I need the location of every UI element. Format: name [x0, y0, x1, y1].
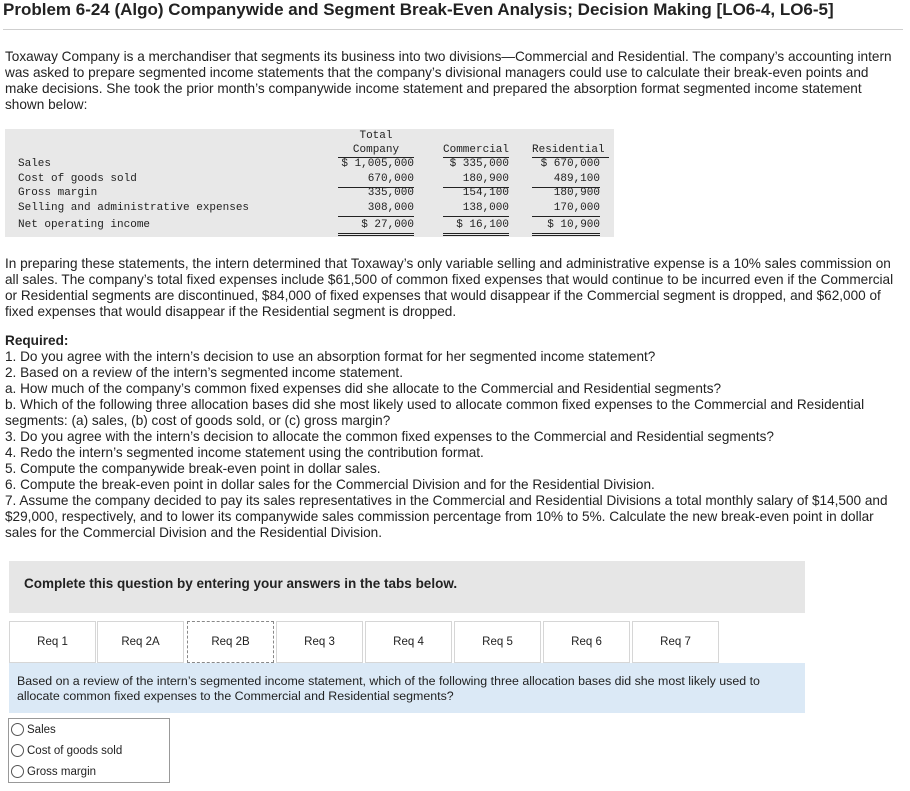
row-cogs-label: Cost of goods sold — [18, 173, 137, 185]
required-heading: Required: — [5, 333, 69, 348]
row-noi-residential: $ 10,900 — [547, 219, 600, 231]
option-gross-margin[interactable] — [11, 762, 96, 782]
question-text: Based on a review of the intern’s segmented income statement, which of the following three allocation bases did she most likely used to allocate common fixed expenses to the Commercial and Residential segments? — [17, 674, 760, 703]
required-item-2a: a. How much of the company’s common fixed expenses did she allocate to the Commercial and Residential segments? — [5, 381, 722, 396]
row-gross-margin-total: 335,000 — [367, 187, 414, 199]
option-cost-of-goods-sold[interactable] — [11, 741, 122, 761]
radio-circle-icon[interactable] — [11, 723, 24, 736]
tab-req-5[interactable]: Req 5 — [454, 621, 541, 663]
header-residential: Residential — [532, 144, 605, 156]
row-cogs-total: 670,000 — [367, 173, 414, 185]
row-sga-residential: 170,000 — [553, 202, 600, 214]
option-sales-label: Sales — [27, 724, 56, 736]
row-gross-margin-residential: 180,900 — [553, 187, 600, 199]
required-item-4: 4. Redo the intern’s segmented income statement using the contribution format. — [5, 445, 484, 460]
complete-instruction-text: Complete this question by entering your answers in the tabs below. — [24, 576, 458, 591]
row-sales-label: Sales — [18, 158, 52, 170]
required-item-5: 5. Compute the companywide break-even point in dollar sales. — [5, 461, 381, 476]
row-gross-margin-label: Gross margin — [18, 187, 98, 199]
required-section — [5, 333, 895, 541]
tab-req-6[interactable]: Req 6 — [543, 621, 630, 663]
required-item-3: 3. Do you agree with the intern’s decision to allocate the common fixed expenses to the Commercial and Residential segments? — [5, 429, 774, 444]
noi-double-underline-commercial — [443, 233, 509, 236]
row-gross-margin-commercial: 154,100 — [462, 187, 509, 199]
row-sales-commercial: $ 335,000 — [449, 158, 509, 170]
required-item-2b: b. Which of the following three allocation bases did she most likely used to allocate common fixed expenses to the Commercial and Residential segments: (a) sales, (b) cost of goods sold, or (c) gross margin? — [5, 397, 865, 428]
row-noi-label: Net operating income — [18, 219, 151, 231]
tab-req-3[interactable]: Req 3 — [276, 621, 363, 663]
radio-circle-icon[interactable] — [11, 765, 24, 778]
tab-req-2a[interactable]: Req 2A — [97, 621, 184, 663]
allocation-basis-options — [8, 718, 170, 783]
complete-instruction-banner — [9, 561, 805, 613]
details-paragraph: In preparing these statements, the intern determined that Toxaway’s only variable selling and administrative expense is a 10% sales commission on all sales. The company’s total fixed expenses include $61,500 of common fixed expenses that would continue to be incurred even if the Commercial or Residential segments are discontinued, $84,000 of fixed expenses that would disappear if the Commercial segment is dropped, and $62,000 of fixed expenses that would disappear if the Residential segment is dropped. — [5, 256, 894, 319]
row-sales-residential: $ 670,000 — [540, 158, 600, 170]
row-sga-total: 308,000 — [367, 202, 414, 214]
required-item-6: 6. Compute the break-even point in dollar sales for the Commercial Division and for the Residential Division. — [5, 477, 655, 492]
header-commercial: Commercial — [443, 144, 510, 156]
header-total-line2: Company — [352, 144, 400, 156]
row-cogs-commercial: 180,900 — [462, 173, 509, 185]
problem-title: Problem 6-24 (Algo) Companywide and Segment Break-Even Analysis; Decision Making [LO6-4, LO6-5] — [3, 0, 903, 30]
noi-double-underline-residential — [532, 233, 600, 236]
question-panel — [9, 663, 805, 713]
required-item-7: 7. Assume the company decided to pay its sales representatives in the Commercial and Residential Divisions a total monthly salary of $14,500 and $29,000, respectively, and to lower its companywide sales commission percentage from 10% to 5%. Calculate the new break-even point in dollar sales for the Commercial Division and the Residential Division. — [5, 493, 888, 540]
row-sales-total: $ 1,005,000 — [341, 158, 414, 170]
radio-circle-icon[interactable] — [11, 744, 24, 757]
noi-double-underline-total — [338, 233, 414, 236]
row-cogs-residential: 489,100 — [553, 173, 600, 185]
required-item-2: 2. Based on a review of the intern’s segmented income statement. — [5, 365, 403, 380]
segmented-income-statement — [5, 129, 614, 237]
required-item-1: 1. Do you agree with the intern’s decision to use an absorption format for her segmented income statement? — [5, 349, 656, 364]
row-sga-commercial: 138,000 — [462, 202, 509, 214]
tab-req-7[interactable]: Req 7 — [632, 621, 719, 663]
tab-req-2b[interactable]: Req 2B — [187, 621, 274, 663]
option-sales[interactable] — [11, 720, 56, 740]
tab-req-4[interactable]: Req 4 — [365, 621, 452, 663]
sga-underline-commercial — [443, 216, 509, 217]
tab-req-1[interactable]: Req 1 — [9, 621, 96, 663]
option-gross-margin-label: Gross margin — [27, 766, 97, 778]
row-sga-label: Selling and administrative expenses — [18, 202, 250, 214]
sga-underline-residential — [532, 216, 600, 217]
row-noi-total: $ 27,000 — [361, 219, 414, 231]
header-total-line1: Total — [359, 130, 393, 142]
row-noi-commercial: $ 16,100 — [456, 219, 509, 231]
intro-paragraph: Toxaway Company is a merchandiser that segments its business into two divisions—Commercial and Residential. The company’s accounting intern was asked to prepare segmented income statements that the company’s divisional managers could use to calculate their break-even points and make decisions. She took the prior month’s companywide income statement and prepared the absorption format segmented income statement shown below: — [5, 49, 892, 112]
option-cogs-label: Cost of goods sold — [27, 745, 123, 757]
sga-underline-total — [338, 216, 414, 217]
